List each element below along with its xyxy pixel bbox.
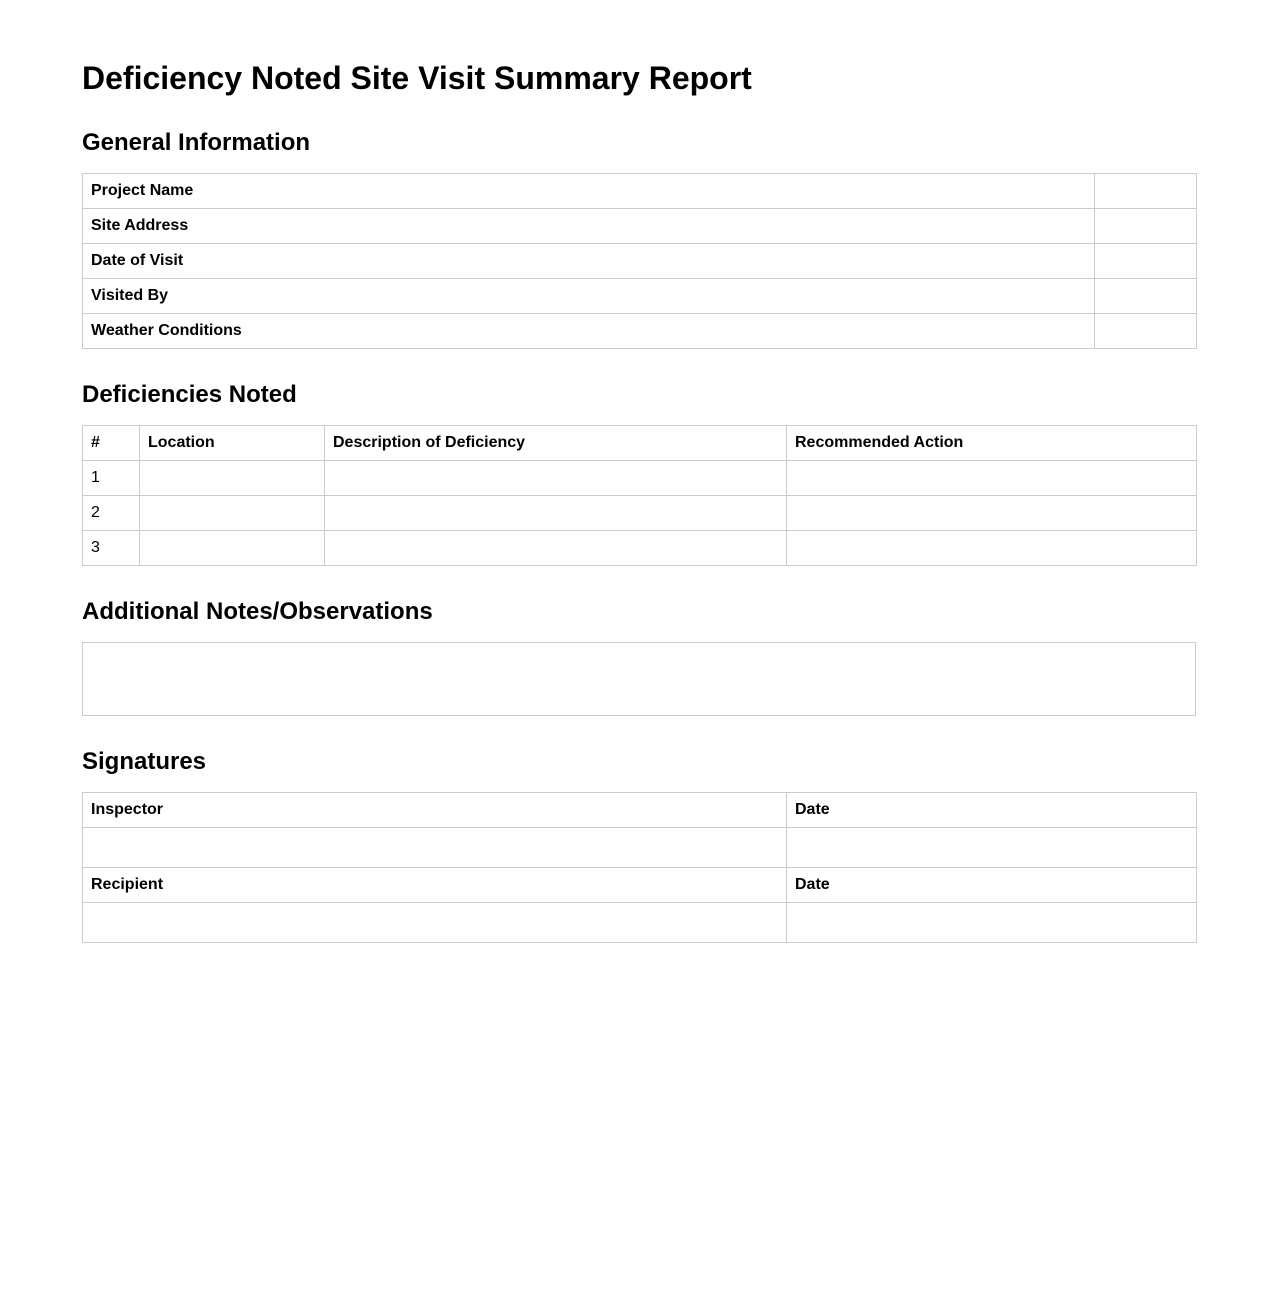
field-label-date-of-visit: Date of Visit (83, 244, 1095, 279)
field-label-project-name: Project Name (83, 174, 1095, 209)
cell-description[interactable] (325, 461, 787, 496)
section-heading-additional-notes: Additional Notes/Observations (82, 598, 433, 625)
table-row-visited-by (83, 279, 1197, 314)
cell-description[interactable] (325, 496, 787, 531)
table-row (83, 531, 1197, 566)
field-value-visited-by[interactable] (1095, 279, 1197, 314)
cell-number: 1 (83, 461, 140, 496)
signature-label-row-inspector (83, 793, 1197, 828)
table-header-row (83, 426, 1197, 461)
cell-number: 2 (83, 496, 140, 531)
field-label-visited-by: Visited By (83, 279, 1095, 314)
field-value-date-of-visit[interactable] (1095, 244, 1197, 279)
section-heading-signatures: Signatures (82, 748, 207, 775)
field-label-site-address: Site Address (83, 209, 1095, 244)
inspector-label: Inspector (83, 793, 787, 828)
table-row-site-address (83, 209, 1197, 244)
inspector-date-label: Date (787, 793, 1197, 828)
recipient-signature-field[interactable] (83, 903, 787, 943)
field-value-site-address[interactable] (1095, 209, 1197, 244)
field-label-weather-conditions: Weather Conditions (83, 314, 1095, 349)
recipient-date-field[interactable] (787, 903, 1197, 943)
inspector-date-field[interactable] (787, 828, 1197, 868)
cell-location[interactable] (140, 531, 325, 566)
signature-field-row-inspector (83, 828, 1197, 868)
cell-location[interactable] (140, 461, 325, 496)
cell-recommended-action[interactable] (787, 531, 1197, 566)
table-row (83, 496, 1197, 531)
section-heading-general-information: General Information (82, 129, 311, 156)
deficiencies-table (82, 425, 1197, 566)
signatures-table (82, 792, 1197, 943)
cell-number: 3 (83, 531, 140, 566)
column-header-location: Location (140, 426, 325, 461)
recipient-label: Recipient (83, 868, 787, 903)
recipient-date-label: Date (787, 868, 1197, 903)
cell-recommended-action[interactable] (787, 461, 1197, 496)
signature-field-row-recipient (83, 903, 1197, 943)
field-value-weather-conditions[interactable] (1095, 314, 1197, 349)
column-header-recommended-action: Recommended Action (787, 426, 1197, 461)
column-header-description: Description of Deficiency (325, 426, 787, 461)
signature-label-row-recipient (83, 868, 1197, 903)
notes-box[interactable] (82, 642, 1196, 716)
field-value-project-name[interactable] (1095, 174, 1197, 209)
column-header-number: # (83, 426, 140, 461)
table-row-date-of-visit (83, 244, 1197, 279)
section-heading-deficiencies-noted: Deficiencies Noted (82, 381, 297, 408)
page-title: Deficiency Noted Site Visit Summary Report (82, 60, 752, 96)
cell-description[interactable] (325, 531, 787, 566)
table-row-project-name (83, 174, 1197, 209)
table-row (83, 461, 1197, 496)
table-row-weather-conditions (83, 314, 1197, 349)
inspector-signature-field[interactable] (83, 828, 787, 868)
cell-recommended-action[interactable] (787, 496, 1197, 531)
cell-location[interactable] (140, 496, 325, 531)
general-information-table (82, 173, 1197, 349)
